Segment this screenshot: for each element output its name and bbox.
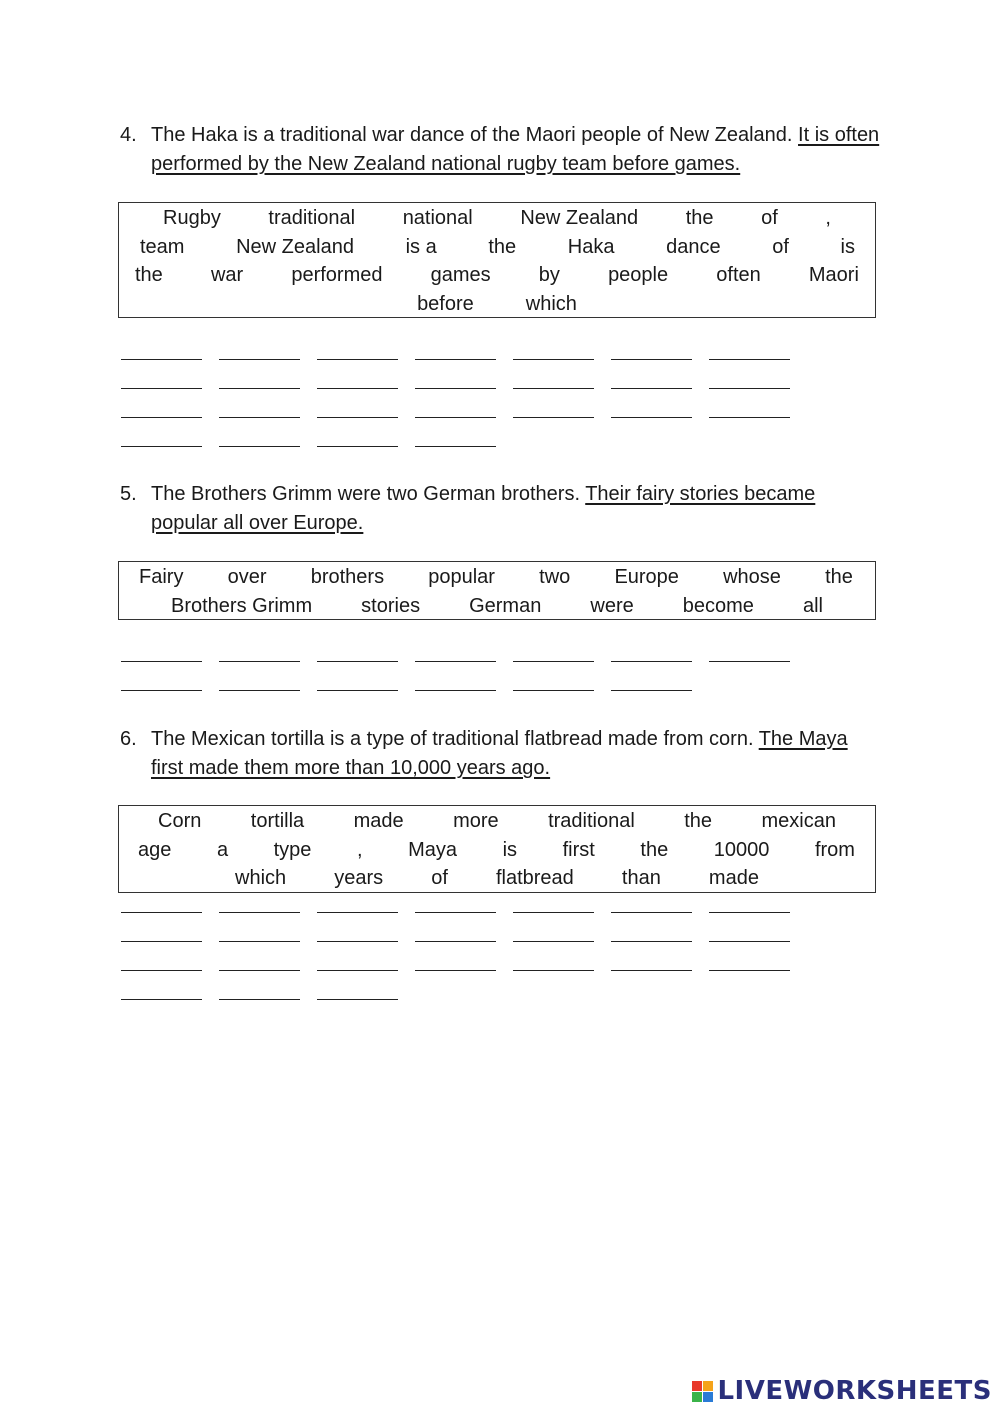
- word-chip[interactable]: whose: [723, 566, 781, 588]
- answer-blank[interactable]: [317, 359, 398, 360]
- word-chip[interactable]: two: [539, 566, 571, 588]
- question-text-underlined: It is often performed by the New Zealand national rugby team before games.: [151, 124, 880, 175]
- answer-blank[interactable]: [709, 417, 790, 418]
- word-chip[interactable]: Maya: [408, 838, 458, 861]
- answer-blank[interactable]: [513, 690, 594, 691]
- logo-square: [703, 1392, 713, 1402]
- question-6: [120, 725, 880, 783]
- word-chip[interactable]: people: [608, 264, 669, 286]
- answer-blank[interactable]: [611, 359, 692, 360]
- answer-blank[interactable]: [121, 388, 202, 389]
- answer-blank[interactable]: [219, 690, 300, 691]
- word-chip[interactable]: become: [682, 594, 754, 617]
- word-chip[interactable]: Brothers Grimm: [171, 594, 313, 617]
- answer-blank[interactable]: [415, 941, 496, 942]
- logo-text: LIVEWORKSHEETS: [717, 1376, 992, 1406]
- word-chip[interactable]: the: [488, 235, 517, 258]
- answer-blank[interactable]: [317, 388, 398, 389]
- answer-blank[interactable]: [415, 359, 496, 360]
- word-chip[interactable]: New Zealand: [520, 207, 639, 229]
- answer-blank[interactable]: [709, 941, 790, 942]
- answer-blank[interactable]: [121, 970, 202, 971]
- answer-blank[interactable]: [611, 690, 692, 691]
- word-chip[interactable]: over: [227, 566, 267, 588]
- word-chip[interactable]: brothers: [310, 566, 385, 588]
- answer-blank[interactable]: [317, 661, 398, 662]
- answer-blank[interactable]: [219, 912, 300, 913]
- word-chip[interactable]: flatbread: [495, 867, 574, 889]
- word-bank-row: [135, 261, 859, 290]
- word-chip[interactable]: traditional: [268, 207, 356, 229]
- word-chip[interactable]: of: [772, 235, 789, 258]
- liveworksheets-logo: [692, 1377, 992, 1405]
- question-text: [151, 121, 880, 179]
- answer-blank[interactable]: [317, 417, 398, 418]
- word-chip[interactable]: made: [708, 867, 759, 889]
- answer-blank[interactable]: [611, 388, 692, 389]
- answer-blank[interactable]: [219, 388, 300, 389]
- answer-blank[interactable]: [513, 388, 594, 389]
- answer-blank[interactable]: [219, 359, 300, 360]
- word-chip[interactable]: than: [621, 867, 661, 889]
- word-chip[interactable]: is a: [405, 235, 437, 258]
- answer-blank[interactable]: [121, 912, 202, 913]
- answer-blank[interactable]: [513, 359, 594, 360]
- answer-blank[interactable]: [121, 661, 202, 662]
- word-chip[interactable]: which: [525, 292, 577, 315]
- answer-blank[interactable]: [611, 941, 692, 942]
- answer-blank[interactable]: [317, 999, 398, 1000]
- word-chip[interactable]: is: [840, 235, 855, 258]
- word-chip[interactable]: by: [538, 264, 560, 286]
- answer-blank[interactable]: [219, 970, 300, 971]
- logo-square: [703, 1381, 713, 1391]
- question-text-underlined: The Maya first made them more than 10,000 years ago.: [151, 728, 848, 779]
- word-chip[interactable]: often: [716, 264, 761, 286]
- word-chip[interactable]: New Zealand: [236, 235, 354, 258]
- word-chip[interactable]: ,: [825, 207, 831, 229]
- answer-blank[interactable]: [219, 661, 300, 662]
- word-chip[interactable]: the: [825, 566, 853, 588]
- answer-blank[interactable]: [709, 359, 790, 360]
- word-bank-box: [118, 202, 876, 318]
- answer-blank[interactable]: [415, 690, 496, 691]
- word-chip[interactable]: traditional: [548, 810, 635, 832]
- answer-blank[interactable]: [317, 970, 398, 971]
- answer-blank[interactable]: [709, 970, 790, 971]
- word-chip[interactable]: the: [685, 207, 714, 229]
- answer-blank[interactable]: [415, 417, 496, 418]
- answer-blank[interactable]: [121, 999, 202, 1000]
- answer-blank[interactable]: [611, 970, 692, 971]
- word-bank-box: [118, 561, 876, 620]
- word-chip[interactable]: of: [431, 867, 448, 889]
- word-bank-row: [135, 864, 859, 893]
- word-chip[interactable]: made: [353, 810, 404, 832]
- word-chip[interactable]: which: [235, 867, 287, 889]
- answer-blank[interactable]: [415, 970, 496, 971]
- question-text-plain: The Mexican tortilla is a type of traditional flatbread made from corn.: [151, 728, 759, 750]
- answer-blank[interactable]: [121, 690, 202, 691]
- answer-blank[interactable]: [415, 446, 496, 447]
- answer-blank[interactable]: [317, 912, 398, 913]
- word-chip[interactable]: age: [138, 838, 172, 861]
- answer-blank[interactable]: [611, 912, 692, 913]
- answer-blank[interactable]: [317, 941, 398, 942]
- answer-blank[interactable]: [121, 446, 202, 447]
- answer-blank[interactable]: [415, 912, 496, 913]
- question-5: [120, 480, 880, 538]
- word-chip[interactable]: more: [453, 810, 499, 832]
- answer-blank[interactable]: [415, 661, 496, 662]
- answer-blank[interactable]: [611, 417, 692, 418]
- word-chip[interactable]: Maori: [808, 264, 859, 286]
- logo-square: [692, 1392, 702, 1402]
- word-chip[interactable]: first: [562, 838, 595, 861]
- answer-blank[interactable]: [121, 417, 202, 418]
- answer-blank[interactable]: [121, 359, 202, 360]
- word-bank-row: [135, 290, 859, 319]
- word-chip[interactable]: the: [684, 810, 713, 832]
- answer-blank[interactable]: [219, 446, 300, 447]
- word-chip[interactable]: Rugby: [163, 207, 221, 229]
- answer-blank[interactable]: [219, 417, 300, 418]
- answer-blank[interactable]: [513, 417, 594, 418]
- word-chip[interactable]: the: [640, 838, 669, 861]
- question-number: 5.: [120, 483, 137, 505]
- word-chip[interactable]: popular: [428, 566, 495, 588]
- word-bank-row: [135, 233, 859, 262]
- answer-blank[interactable]: [611, 661, 692, 662]
- question-number: 4.: [120, 124, 137, 146]
- word-chip[interactable]: years: [334, 867, 384, 889]
- answer-blank[interactable]: [317, 690, 398, 691]
- answer-blank[interactable]: [121, 941, 202, 942]
- answer-blank[interactable]: [709, 388, 790, 389]
- answer-blank[interactable]: [219, 941, 300, 942]
- answer-blank[interactable]: [709, 661, 790, 662]
- answer-blank[interactable]: [415, 388, 496, 389]
- logo-square: [692, 1381, 702, 1391]
- word-chip[interactable]: before: [417, 292, 474, 315]
- question-text-plain: The Haka is a traditional war dance of the Maori people of New Zealand.: [151, 124, 799, 146]
- answer-blank[interactable]: [513, 970, 594, 971]
- word-chip[interactable]: ,: [357, 838, 363, 861]
- question-4: [120, 121, 880, 179]
- word-chip[interactable]: were: [590, 594, 634, 617]
- word-chip[interactable]: a: [216, 838, 229, 861]
- word-chip[interactable]: the: [135, 264, 163, 286]
- word-chip[interactable]: war: [210, 264, 244, 286]
- word-bank-box: [118, 805, 876, 893]
- answer-blank[interactable]: [513, 912, 594, 913]
- answer-blank[interactable]: [709, 912, 790, 913]
- word-chip[interactable]: Fairy: [139, 566, 184, 588]
- answer-blank[interactable]: [513, 941, 594, 942]
- question-number: 6.: [120, 728, 137, 750]
- word-bank-row: [135, 592, 859, 621]
- answer-blank[interactable]: [513, 661, 594, 662]
- word-chip[interactable]: games: [430, 264, 491, 286]
- question-text: [151, 725, 880, 783]
- word-bank-row: [135, 563, 859, 592]
- word-chip[interactable]: national: [402, 207, 473, 229]
- word-chip[interactable]: tortilla: [250, 810, 305, 832]
- answer-blank[interactable]: [317, 446, 398, 447]
- question-text-underlined: Their fairy stories became popular all over Europe.: [151, 483, 816, 534]
- word-chip[interactable]: German: [469, 594, 542, 617]
- word-chip[interactable]: mexican: [761, 810, 836, 832]
- word-chip[interactable]: team: [140, 235, 185, 258]
- word-chip[interactable]: is: [502, 838, 518, 861]
- word-chip[interactable]: of: [761, 207, 778, 229]
- logo-mark-icon: [692, 1381, 713, 1402]
- word-chip[interactable]: type: [273, 838, 312, 861]
- word-chip[interactable]: Europe: [614, 566, 679, 588]
- answer-blank[interactable]: [219, 999, 300, 1000]
- word-chip[interactable]: stories: [361, 594, 421, 617]
- word-bank-row: [135, 807, 859, 836]
- question-text: [151, 480, 880, 538]
- word-chip[interactable]: dance: [666, 235, 721, 258]
- word-chip[interactable]: Corn: [158, 810, 202, 832]
- word-chip[interactable]: all: [802, 594, 823, 617]
- word-chip[interactable]: 10000: [713, 838, 770, 861]
- question-text-plain: The Brothers Grimm were two German brothers.: [151, 483, 586, 505]
- word-chip[interactable]: from: [814, 838, 855, 861]
- word-chip[interactable]: performed: [291, 264, 383, 286]
- word-bank-row: [135, 204, 859, 233]
- word-chip[interactable]: Haka: [567, 235, 615, 258]
- word-bank-row: [135, 836, 859, 865]
